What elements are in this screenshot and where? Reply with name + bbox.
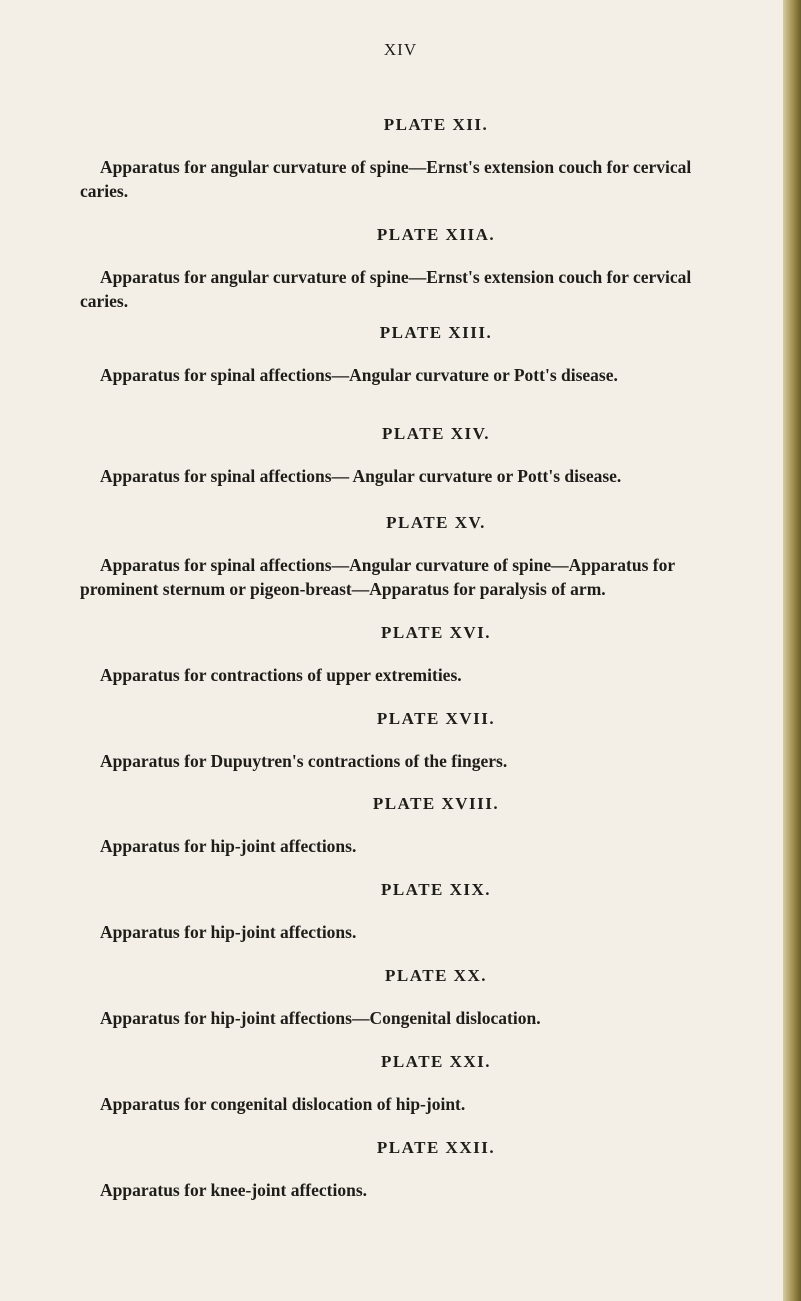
- description-line: Apparatus for spinal affections—Angular curvature or Pott's disease.: [100, 365, 618, 385]
- plate-description: [100, 1178, 772, 1202]
- description-line: Apparatus for hip-joint affections.: [100, 922, 357, 942]
- description-line: Apparatus for Dupuytren's contractions of the fingers.: [100, 751, 508, 771]
- description-line: Apparatus for congenital dislocation of hip-joint.: [100, 1094, 466, 1114]
- plate-entry: [100, 424, 772, 488]
- plate-entry: [100, 323, 772, 387]
- plate-description: [80, 553, 772, 601]
- description-line: Apparatus for hip-joint affections.: [100, 836, 357, 856]
- description-line: caries.: [80, 181, 129, 201]
- plate-title: PLATE XIIA.: [376, 225, 496, 244]
- plate-title: PLATE XVII.: [376, 709, 496, 728]
- description-line: Apparatus for spinal affections—Angular curvature of spine—Apparatus for: [100, 555, 676, 575]
- plate-title: PLATE XXI.: [380, 1052, 492, 1071]
- plate-description: [100, 749, 772, 773]
- plate-entry: [80, 513, 772, 601]
- plate-entry: [100, 1052, 772, 1116]
- plate-entry: [100, 709, 772, 773]
- plate-description: [100, 1006, 772, 1030]
- plate-title: PLATE XIII.: [379, 323, 493, 342]
- description-line: prominent sternum or pigeon-breast—Apparatus for paralysis of arm.: [80, 579, 606, 599]
- plate-entry: [100, 794, 772, 858]
- plate-entry: [80, 115, 772, 203]
- plate-description: [100, 1092, 772, 1116]
- plate-description: [80, 155, 772, 203]
- plate-description: [100, 920, 772, 944]
- plate-title: PLATE XX.: [385, 966, 487, 985]
- description-line: Apparatus for hip-joint affections—Congenital dislocation.: [100, 1008, 541, 1028]
- plate-description: [100, 464, 772, 488]
- plate-entry: [100, 1138, 772, 1202]
- plate-entry: [100, 623, 772, 687]
- plate-entry: [100, 966, 772, 1030]
- plate-title: PLATE XII.: [383, 115, 489, 134]
- description-line: caries.: [80, 291, 129, 311]
- plate-description: [100, 834, 772, 858]
- plate-description: [100, 363, 772, 387]
- page-edge: [783, 0, 801, 1301]
- plate-title: PLATE XXII.: [376, 1138, 496, 1157]
- plate-title: PLATE XVIII.: [372, 794, 500, 813]
- plate-title: PLATE XIX.: [380, 880, 492, 899]
- description-line: Apparatus for angular curvature of spine—Ernst's extension couch for cervical: [100, 157, 692, 177]
- plate-description: [100, 663, 772, 687]
- plate-entry: [80, 225, 772, 313]
- plate-title: PLATE XVI.: [380, 623, 492, 642]
- page-number: XIV: [383, 40, 418, 59]
- description-line: Apparatus for angular curvature of spine—Ernst's extension couch for cervical: [100, 267, 692, 287]
- plate-description: [80, 265, 772, 313]
- plate-title: PLATE XIV.: [382, 424, 490, 443]
- plate-title: PLATE XV.: [386, 513, 486, 532]
- plate-entry: [100, 880, 772, 944]
- description-line: Apparatus for contractions of upper extremities.: [100, 665, 462, 685]
- description-line: Apparatus for knee-joint affections.: [100, 1180, 368, 1200]
- description-line: Apparatus for spinal affections— Angular curvature or Pott's disease.: [100, 466, 622, 486]
